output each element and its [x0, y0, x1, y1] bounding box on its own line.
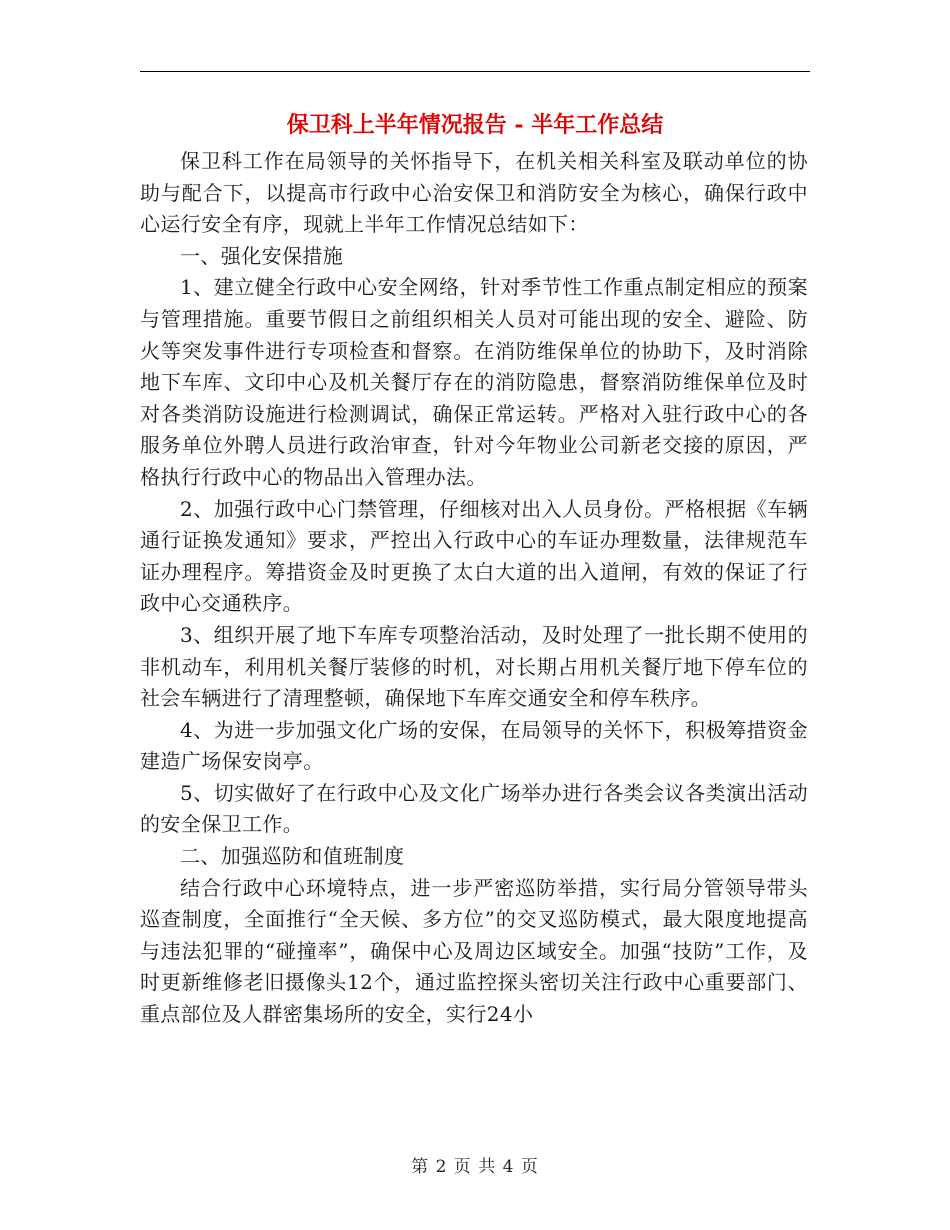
paragraph-item-1: 1、建立健全行政中心安全网络，针对季节性工作重点制定相应的预案与管理措施。重要节假日之前组织相关人员对可能出现的安全、避险、防火等突发事件进行专项检查和督察。在消防维保单位的协助下，及时消除地下车库、文印中心及机关餐厅存在的消防隐患，督察消防维保单位及时对各类消防设施进行检测调试，确保正常运转。严格对入驻行政中心的各服务单位外聘人员进行政治审查，针对今年物业公司新老交接的原因，严格执行行政中心的物品出入管理办法。 [140, 275, 808, 489]
document-title: 保卫科上半年情况报告 - 半年工作总结 [286, 112, 664, 138]
paragraph-item-3: 3、组织开展了地下车库专项整治活动，及时处理了一批长期不使用的非机动车，利用机关餐厅装修的时机，对长期占用机关餐厅地下停车位的社会车辆进行了清理整顿，确保地下车库交通安全和停车秩序。 [140, 622, 808, 711]
paragraph-item-5: 5、切实做好了在行政中心及文化广场举办进行各类会议各类演出活动的安全保卫工作。 [140, 780, 808, 837]
paragraph-item-2: 2、加强行政中心门禁管理，仔细核对出入人员身份。严格根据《车辆通行证换发通知》要求，严控出入行政中心的车证办理数量，法律规范车证办理程序。筹措资金及时更换了太白大道的出入道闸，有效的保证了行政中心交通秩序。 [140, 496, 808, 616]
paragraph-item-4: 4、为进一步加强文化广场的安保，在局领导的关怀下，积极筹措资金建造广场保安岗亭。 [140, 717, 808, 774]
section-heading-1: 一、强化安保措施 [180, 243, 344, 268]
paragraph-intro: 保卫科工作在局领导的关怀指导下，在机关相关科室及联动单位的协助与配合下，以提高市行政中心治安保卫和消防安全为核心，确保行政中心运行安全有序，现就上半年工作情况总结如下： [140, 149, 808, 237]
paragraph-patrol: 结合行政中心环境特点，进一步严密巡防举措，实行局分管领导带头巡查制度，全面推行“全天候、多方位”的交叉巡防模式，最大限度地提高与违法犯罪的“碰撞率”，确保中心及周边区域安全。加强“技防”工作，及时更新维修老旧摄像头12个，通过监控探头密切关注行政中心重要部门、重点部位及人群密集场所的安全，实行24小 [140, 875, 808, 1027]
header-rule [140, 71, 810, 72]
section-heading-2: 二、加强巡防和值班制度 [180, 844, 405, 869]
document-body [140, 146, 808, 1031]
page-number: 第 2 页 共 4 页 [411, 1157, 539, 1177]
